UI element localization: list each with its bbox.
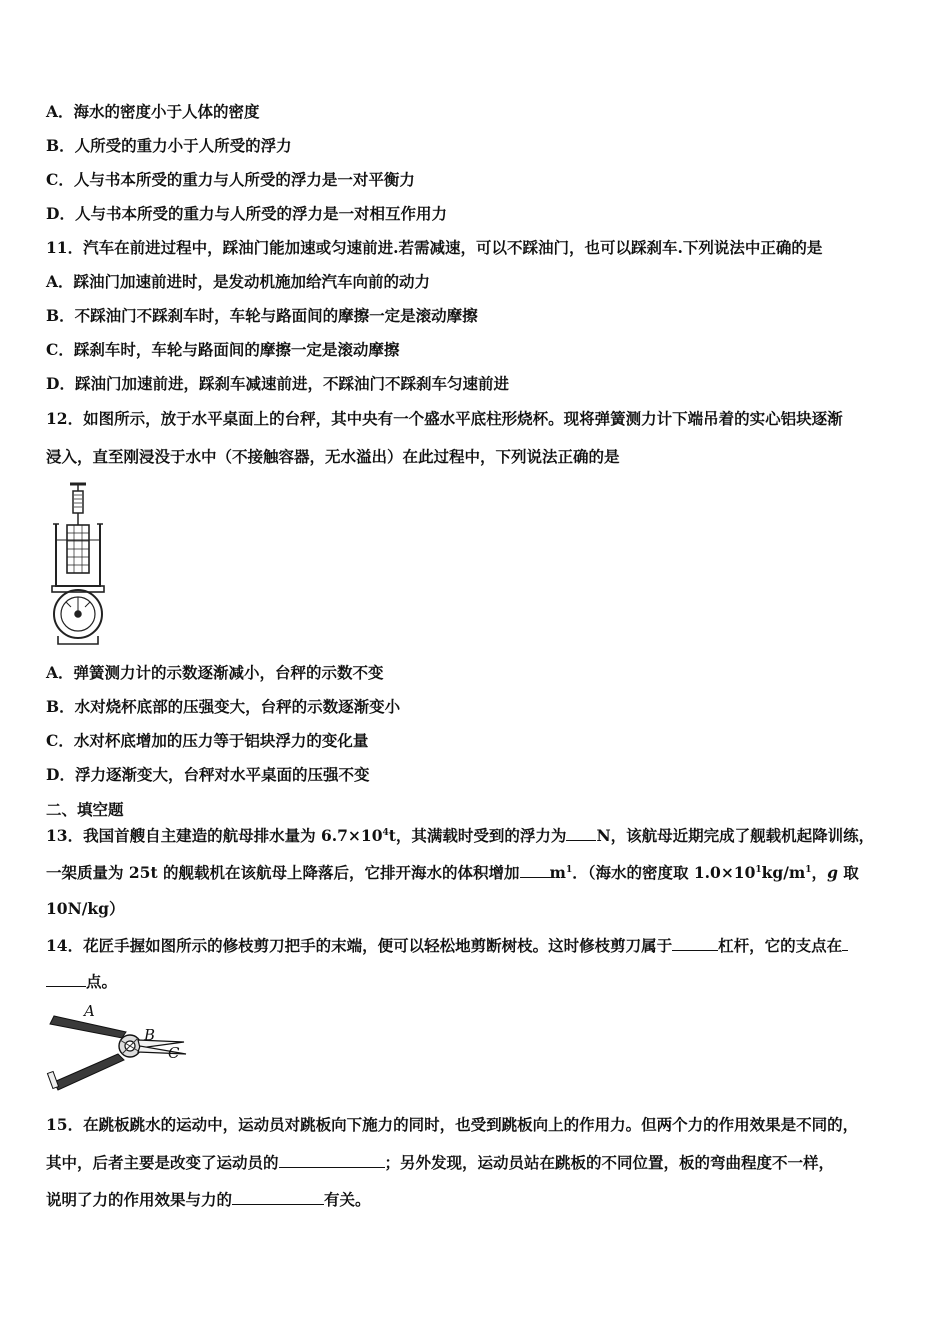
q15-blank-state[interactable] [279, 1151, 385, 1168]
q13-text-a: 13．我国首艘自主建造的航母排水量为 6.7×10 [46, 826, 383, 845]
q15-text-a: 其中，后者主要是改变了运动员的 [46, 1153, 279, 1172]
q15-line1: 15．在跳板跳水的运动中，运动员对跳板向下施力的同时，也受到跳板向上的作用力。但两个力的作用效果是不同的， [46, 1115, 859, 1134]
q13-unit: m [549, 863, 566, 882]
q10-option-a: A．海水的密度小于人体的密度 [46, 102, 260, 121]
q13-density-unit-exponent: 1 [805, 865, 812, 875]
q11-option-a: A．踩油门加速前进时，是发动机施加给汽车向前的动力 [46, 272, 431, 291]
q13-text-f: 取 [837, 863, 859, 882]
q13-text-d: 一架质量为 25t 的舰载机在该航母上降落后，它排开海水的体积增加 [46, 863, 520, 882]
q12-stem-line1: 12．如图所示，放于水平桌面上的台秤，其中央有一个盛水平底柱形烧杯。现将弹簧测力计下端吊着的实心铝块逐渐 [46, 409, 843, 428]
q13-line1 [46, 824, 874, 847]
section-title: 二、填空题 [46, 800, 124, 819]
q13-density-unit: kg/m [761, 863, 806, 882]
q15-blank-factor[interactable] [232, 1188, 324, 1205]
q14-line2 [46, 970, 117, 993]
q13-text-e: ．（海水的密度取 1.0×10 [572, 863, 756, 882]
q13-g-symbol: g [827, 863, 838, 882]
q14-line1 [46, 934, 848, 957]
q14-blank-lever-type[interactable] [672, 934, 718, 951]
q15-text-b: ；另外发现，运动员站在跳板的不同位置，板的弯曲程度不一样， [384, 1153, 835, 1172]
q13-comma: ， [811, 863, 828, 882]
q13-exponent: 4 [382, 828, 389, 838]
q14-text-b: 杠杆，它的支点在 [718, 936, 843, 955]
q14-blank-fulcrum-start[interactable] [842, 934, 848, 951]
q10-option-b: B．人所受的重力小于人所受的浮力 [46, 136, 292, 155]
q11-option-b: B．不踩油门不踩刹车时，车轮与路面间的摩擦一定是滚动摩擦 [46, 306, 478, 325]
q11-option-d: D．踩油门加速前进，踩刹车减速前进，不踩油门不踩刹车匀速前进 [46, 374, 509, 393]
q12-option-a: A．弹簧测力计的示数逐渐减小，台秤的示数不变 [46, 663, 384, 682]
q13-line3: 10N/kg） [46, 899, 125, 918]
q13-line2 [46, 861, 859, 884]
q15-text-d: 有关。 [324, 1190, 371, 1209]
q13-text-b: t，其满载时受到的浮力为 [388, 826, 567, 845]
q13-text-c: N，该航母近期完成了舰载机起降训练， [596, 826, 875, 845]
q14-text-c: 点。 [86, 972, 118, 991]
q13-unit-exponent: 1 [565, 865, 573, 875]
shears-label-b: B [144, 1026, 156, 1044]
q11-option-c: C．踩刹车时，车轮与路面间的摩擦一定是滚动摩擦 [46, 340, 400, 359]
q13-blank-volume[interactable] [520, 861, 550, 878]
pruning-shears-figure [44, 1002, 194, 1100]
q13-blank-buoyancy[interactable] [566, 824, 596, 841]
q14-blank-fulcrum[interactable] [46, 970, 86, 987]
q14-text-a: 14．花匠手握如图所示的修枝剪刀把手的末端，便可以轻松地剪断树枝。这时修枝剪刀属于 [46, 936, 673, 955]
q11-stem: 11．汽车在前进过程中，踩油门能加速或匀速前进.若需减速，可以不踩油门，也可以踩刹车.下列说法中正确的是 [46, 238, 823, 257]
shears-label-c: C [168, 1044, 180, 1062]
q13-density-exponent: 1 [755, 865, 762, 875]
q15-text-c: 说明了力的作用效果与力的 [46, 1190, 233, 1209]
shears-label-a: A [84, 1002, 95, 1020]
q12-option-b: B．水对烧杯底部的压强变大，台秤的示数逐渐变小 [46, 697, 401, 716]
q10-option-c: C．人与书本所受的重力与人所受的浮力是一对平衡力 [46, 170, 415, 189]
q10-option-d: D．人与书本所受的重力与人所受的浮力是一对相互作用力 [46, 204, 447, 223]
q12-stem-line2: 浸入，直至刚浸没于水中（不接触容器，无水溢出）在此过程中，下列说法正确的是 [46, 447, 620, 466]
q15-line2 [46, 1151, 834, 1174]
q12-option-c: C．水对杯底增加的压力等于铝块浮力的变化量 [46, 731, 369, 750]
q15-line3 [46, 1188, 371, 1211]
scale-beaker-figure [44, 478, 114, 648]
q12-option-d: D．浮力逐渐变大，台秤对水平桌面的压强不变 [46, 765, 370, 784]
